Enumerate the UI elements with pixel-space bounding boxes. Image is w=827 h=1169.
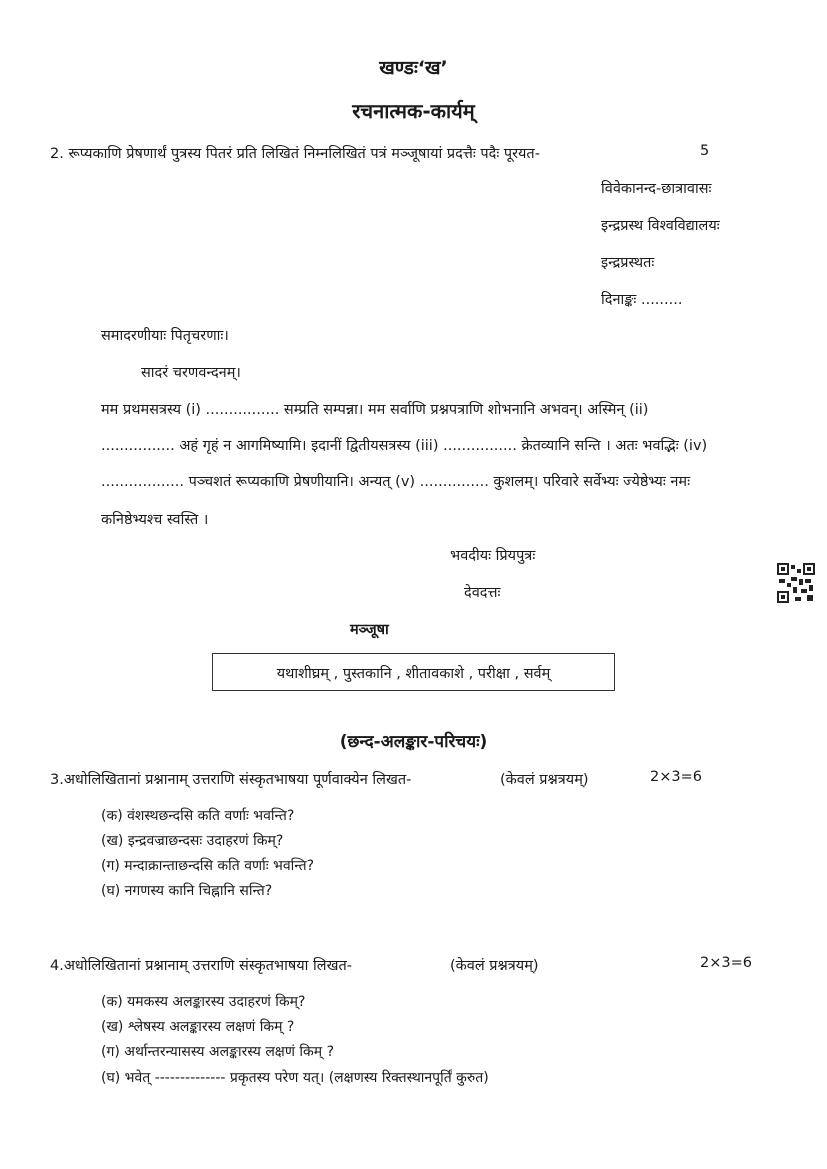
greeting: सादरं चरणवन्दनम्। [141,365,241,381]
q4-note: (केवलं प्रश्नत्रयम्) [450,958,539,974]
chhand-alankar-heading: (छन्द-अलङ्कार-परिचयः) [339,732,488,752]
date-line: दिनाङ्कः ......... [601,292,683,308]
q4-item: (ग) अर्थान्तरन्यासस्य अलङ्कारस्य लक्षणं किम् ? [101,1044,335,1060]
address-line: इन्द्रप्रस्थ विश्वविद्यालयः [601,218,720,234]
letter-body-line: .................. पञ्चशतं रूप्यकाणि प्रेषणीयानि। अन्यत् (v) ............... कुशलम्। परिवारे सर्वेभ्यः ज्येष्ठेभ्यः नमः [101,474,691,490]
address-line: इन्द्रप्रस्थतः [601,255,655,271]
q4-item: (क) यमकस्य अलङ्कारस्य उदाहरणं किम्? [101,994,306,1010]
q3-marks: 2×3=6 [650,769,702,785]
q2-marks: 5 [700,143,710,159]
q3-item: (घ) नगणस्य कानि चिह्नानि सन्ति? [101,883,273,899]
section-title: खण्डः‘ख’ [379,57,448,79]
word-box-words: यथाशीघ्रम् , पुस्तकानि , शीतावकाशे , परीक्षा , सर्वम् [276,666,551,682]
word-box [212,653,615,691]
address-line: विवेकानन्द-छात्रावासः [601,181,712,197]
q3-note: (केवलं प्रश्नत्रयम्) [500,772,589,788]
letter-body-line: कनिष्ठेभ्यश्च स्वस्ति । [101,512,209,528]
q4-question: 4.अधोलिखितानां प्रश्नानाम् उत्तराणि संस्कृतभाषया लिखत- [50,958,352,974]
letter-body-line: ................ अहं गृहं न आगमिष्यामि। इदानीं द्वितीयसत्रस्य (iii) ................ क्रेतव्यानि सन्ति । अतः भवद्भिः (iv) [101,438,708,454]
word-box-title: मञ्जूषा [350,622,389,638]
q4-item: (घ) भवेत् -------------- प्रकृतस्य परेण यत्। (लक्षणस्य रिक्तस्थानपूर्तिं कुरुत) [101,1070,489,1086]
q3-item: (ग) मन्दाक्रान्ताछन्दसि कति वर्णाः भवन्ति? [101,858,315,874]
q4-marks: 2×3=6 [700,955,752,971]
qr-code-icon [777,563,815,603]
salutation: समादरणीयाः पितृचरणाः। [101,328,229,344]
letter-body-line: मम प्रथमसत्रस्य (i) ................ सम्प्रति सम्पन्ना। मम सर्वाणि प्रश्नपत्राणि शोभनानि अभवन्। अस्मिन् (ii) [101,402,649,418]
q2-question: 2. रूप्यकाणि प्रेषणार्थं पुत्रस्य पितरं प्रति लिखितं निम्नलिखितं पत्रं मञ्जूषायां प्रदत्तैः पदैः पूरयत- [50,146,540,162]
closing: भवदीयः प्रियपुत्रः [450,548,536,564]
q3-item: (क) वंशस्थछन्दसि कति वर्णाः भवन्ति? [101,808,295,824]
section-subtitle: रचनात्मक-कार्यम् [352,99,475,123]
signature: देवदत्तः [464,585,501,601]
q3-item: (ख) इन्द्रवज्राछन्दसः उदाहरणं किम्? [101,833,284,849]
q4-item: (ख) श्लेषस्य अलङ्कारस्य लक्षणं किम् ? [101,1019,295,1035]
q3-question: 3.अधोलिखितानां प्रश्नानाम् उत्तराणि संस्कृतभाषया पूर्णवाक्येन लिखत- [50,772,412,788]
